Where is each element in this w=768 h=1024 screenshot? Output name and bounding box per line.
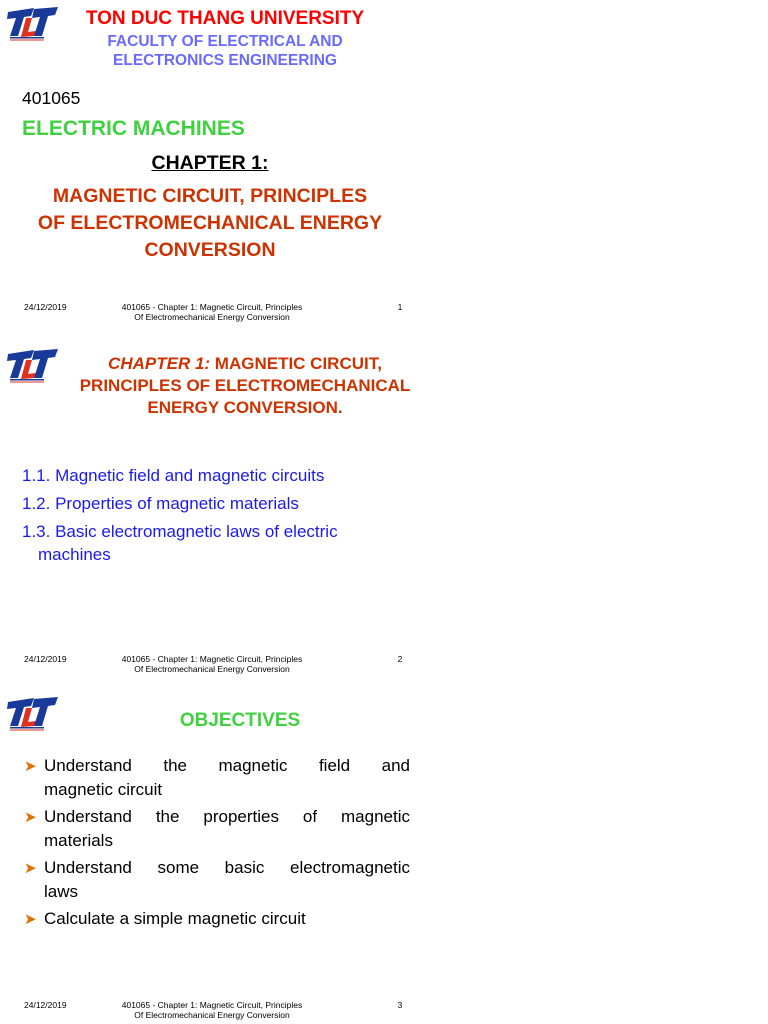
objective-line-2: laws [44,881,79,901]
footer-text [112,654,312,674]
slide-title-line-2: PRINCIPLES OF ELECTROMECHANICAL [79,376,411,395]
objectives-title: OBJECTIVES [179,710,301,731]
footer-text-line-1: 401065 - Chapter 1: Magnetic Circuit, Principles [121,1000,303,1010]
chapter-title-line-3: CONVERSION [144,239,276,261]
tdtu-logo [4,696,60,732]
objective-item [24,856,410,903]
objective-line-1: Understand the properties of magnetic [44,807,410,826]
tdtu-logo [4,6,60,42]
slide-title-line-3: ENERGY CONVERSION. [147,398,343,417]
slide-1 [0,0,768,340]
footer-date: 24/12/2019 [24,302,67,312]
faculty-line-1: FACULTY OF ELECTRICAL AND [107,33,343,50]
arrow-bullet-icon: ➤ [24,860,37,877]
objective-line-1: Understand the magnetic field and [44,756,410,775]
university-name: TON DUC THANG UNIVERSITY [85,8,365,29]
page-number: 1 [397,302,403,312]
objective-line-1: Understand some basic electromagnetic [44,858,410,877]
footer-text-line-2: Of Electromechanical Energy Conversion [134,1010,290,1020]
objective-item [24,805,410,852]
objective-line-2: magnetic circuit [44,779,163,799]
toc-item: 1.2. Properties of magnetic materials [22,494,299,513]
objective-item [24,907,410,931]
chapter-label: CHAPTER 1: [108,354,211,373]
objective-item [24,754,410,801]
course-code: 401065 [22,88,81,108]
page-number: 2 [397,654,403,664]
slide-title-line-1: MAGNETIC CIRCUIT, [210,354,382,373]
arrow-bullet-icon: ➤ [24,758,37,775]
chapter-title-line-1: MAGNETIC CIRCUIT, PRINCIPLES [52,185,368,207]
toc-item: 1.3. Basic electromagnetic laws of electric [22,522,338,541]
toc-item: 1.1. Magnetic field and magnetic circuits [22,466,325,485]
footer-text-line-1: 401065 - Chapter 1: Magnetic Circuit, Principles [121,302,303,312]
slide-3 [0,680,768,1024]
arrow-bullet-icon: ➤ [24,809,37,826]
objectives-list [24,754,410,935]
chapter-title-line-2: OF ELECTROMECHANICAL ENERGY [37,212,383,234]
footer-text-line-2: Of Electromechanical Energy Conversion [134,664,290,674]
arrow-bullet-icon: ➤ [24,911,37,928]
chapter-label: CHAPTER 1: [151,152,269,174]
page-number: 3 [397,1000,403,1010]
faculty-line-2: ELECTRONICS ENGINEERING [113,52,337,69]
slide-title [50,353,440,419]
objective-line-1: Calculate a simple magnetic circuit [44,909,306,928]
chapter-title [0,183,420,264]
course-name: ELECTRIC MACHINES [22,117,245,140]
footer-text [112,302,312,322]
footer-text [112,1000,312,1020]
slide-2 [0,340,768,680]
footer-text-line-2: Of Electromechanical Energy Conversion [134,312,290,322]
faculty-name [60,32,390,70]
toc-item-continuation: machines [38,545,111,564]
footer-date: 24/12/2019 [24,654,67,664]
footer-date: 24/12/2019 [24,1000,67,1010]
footer-text-line-1: 401065 - Chapter 1: Magnetic Circuit, Principles [121,654,303,664]
toc-list [22,464,422,566]
objective-line-2: materials [44,830,113,850]
